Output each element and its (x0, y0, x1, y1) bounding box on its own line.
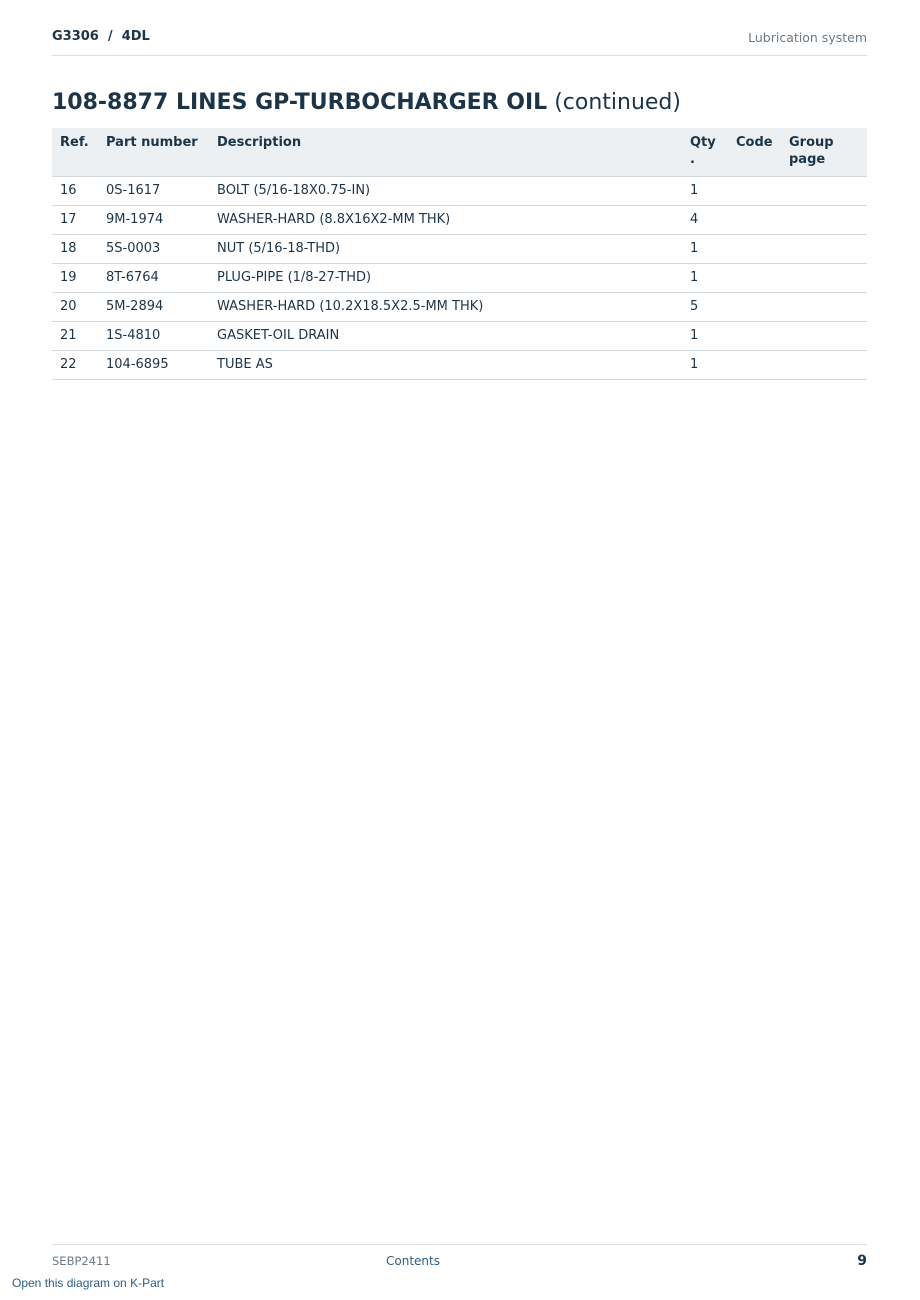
table-row (52, 351, 867, 380)
code-cell (728, 351, 781, 380)
table-header-row (52, 128, 867, 177)
ref-cell: 16 (52, 177, 98, 206)
description-cell: WASHER-HARD (8.8X16X2-MM THK) (209, 206, 682, 235)
column-header-description: Description (209, 128, 682, 177)
group-page-cell (781, 264, 867, 293)
code-cell (728, 177, 781, 206)
document-code: SEBP2411 (52, 1254, 111, 1268)
contents-link[interactable]: Contents (386, 1254, 440, 1268)
code-cell (728, 235, 781, 264)
page-title (52, 88, 681, 118)
code-cell (728, 322, 781, 351)
title-continued-suffix: (continued) (554, 90, 681, 115)
group-page-cell (781, 206, 867, 235)
code-cell (728, 293, 781, 322)
qty-cell: 1 (682, 177, 728, 206)
group-page-cell (781, 293, 867, 322)
document-page (52, 0, 867, 1300)
part-number-cell: 0S-1617 (98, 177, 209, 206)
page-number: 9 (857, 1253, 867, 1269)
code-cell (728, 206, 781, 235)
ref-cell: 17 (52, 206, 98, 235)
part-number-cell: 5M-2894 (98, 293, 209, 322)
part-number-cell: 8T-6764 (98, 264, 209, 293)
model-designation: G3306 / 4DL (52, 29, 150, 44)
group-page-cell (781, 351, 867, 380)
open-kpart-diagram-link[interactable]: Open this diagram on K-Part (12, 1276, 165, 1290)
description-cell: BOLT (5/16-18X0.75-IN) (209, 177, 682, 206)
qty-cell: 1 (682, 235, 728, 264)
ref-cell: 20 (52, 293, 98, 322)
table-row (52, 177, 867, 206)
column-header-ref: Ref. (52, 128, 98, 177)
table-row (52, 235, 867, 264)
qty-cell: 1 (682, 351, 728, 380)
group-header-line-1: Group (789, 135, 834, 150)
qty-cell: 5 (682, 293, 728, 322)
assembly-title: 108-8877 LINES GP-TURBOCHARGER OIL (52, 90, 548, 115)
group-header-line-2: page (789, 152, 826, 167)
qty-cell: 1 (682, 264, 728, 293)
column-header-group-page (781, 128, 867, 177)
part-number-cell: 5S-0003 (98, 235, 209, 264)
table-row (52, 206, 867, 235)
description-cell: GASKET-OIL DRAIN (209, 322, 682, 351)
group-page-cell (781, 177, 867, 206)
group-page-cell (781, 235, 867, 264)
ref-cell: 22 (52, 351, 98, 380)
page-header (52, 28, 867, 56)
description-cell: WASHER-HARD (10.2X18.5X2.5-MM THK) (209, 293, 682, 322)
table-row (52, 264, 867, 293)
qty-header-line-1: Qty (690, 135, 716, 150)
table-row (52, 322, 867, 351)
ref-cell: 21 (52, 322, 98, 351)
ref-cell: 19 (52, 264, 98, 293)
code-cell (728, 264, 781, 293)
part-number-cell: 9M-1974 (98, 206, 209, 235)
description-cell: TUBE AS (209, 351, 682, 380)
group-page-cell (781, 322, 867, 351)
part-number-cell: 104-6895 (98, 351, 209, 380)
qty-cell: 4 (682, 206, 728, 235)
parts-table (52, 128, 867, 380)
column-header-qty (682, 128, 728, 177)
page-footer (52, 1244, 867, 1269)
column-header-part-number: Part number (98, 128, 209, 177)
description-cell: NUT (5/16-18-THD) (209, 235, 682, 264)
description-cell: PLUG-PIPE (1/8-27-THD) (209, 264, 682, 293)
column-header-code: Code (728, 128, 781, 177)
ref-cell: 18 (52, 235, 98, 264)
qty-cell: 1 (682, 322, 728, 351)
table-row (52, 293, 867, 322)
part-number-cell: 1S-4810 (98, 322, 209, 351)
qty-header-line-2: . (690, 152, 695, 167)
section-name: Lubrication system (748, 30, 867, 45)
